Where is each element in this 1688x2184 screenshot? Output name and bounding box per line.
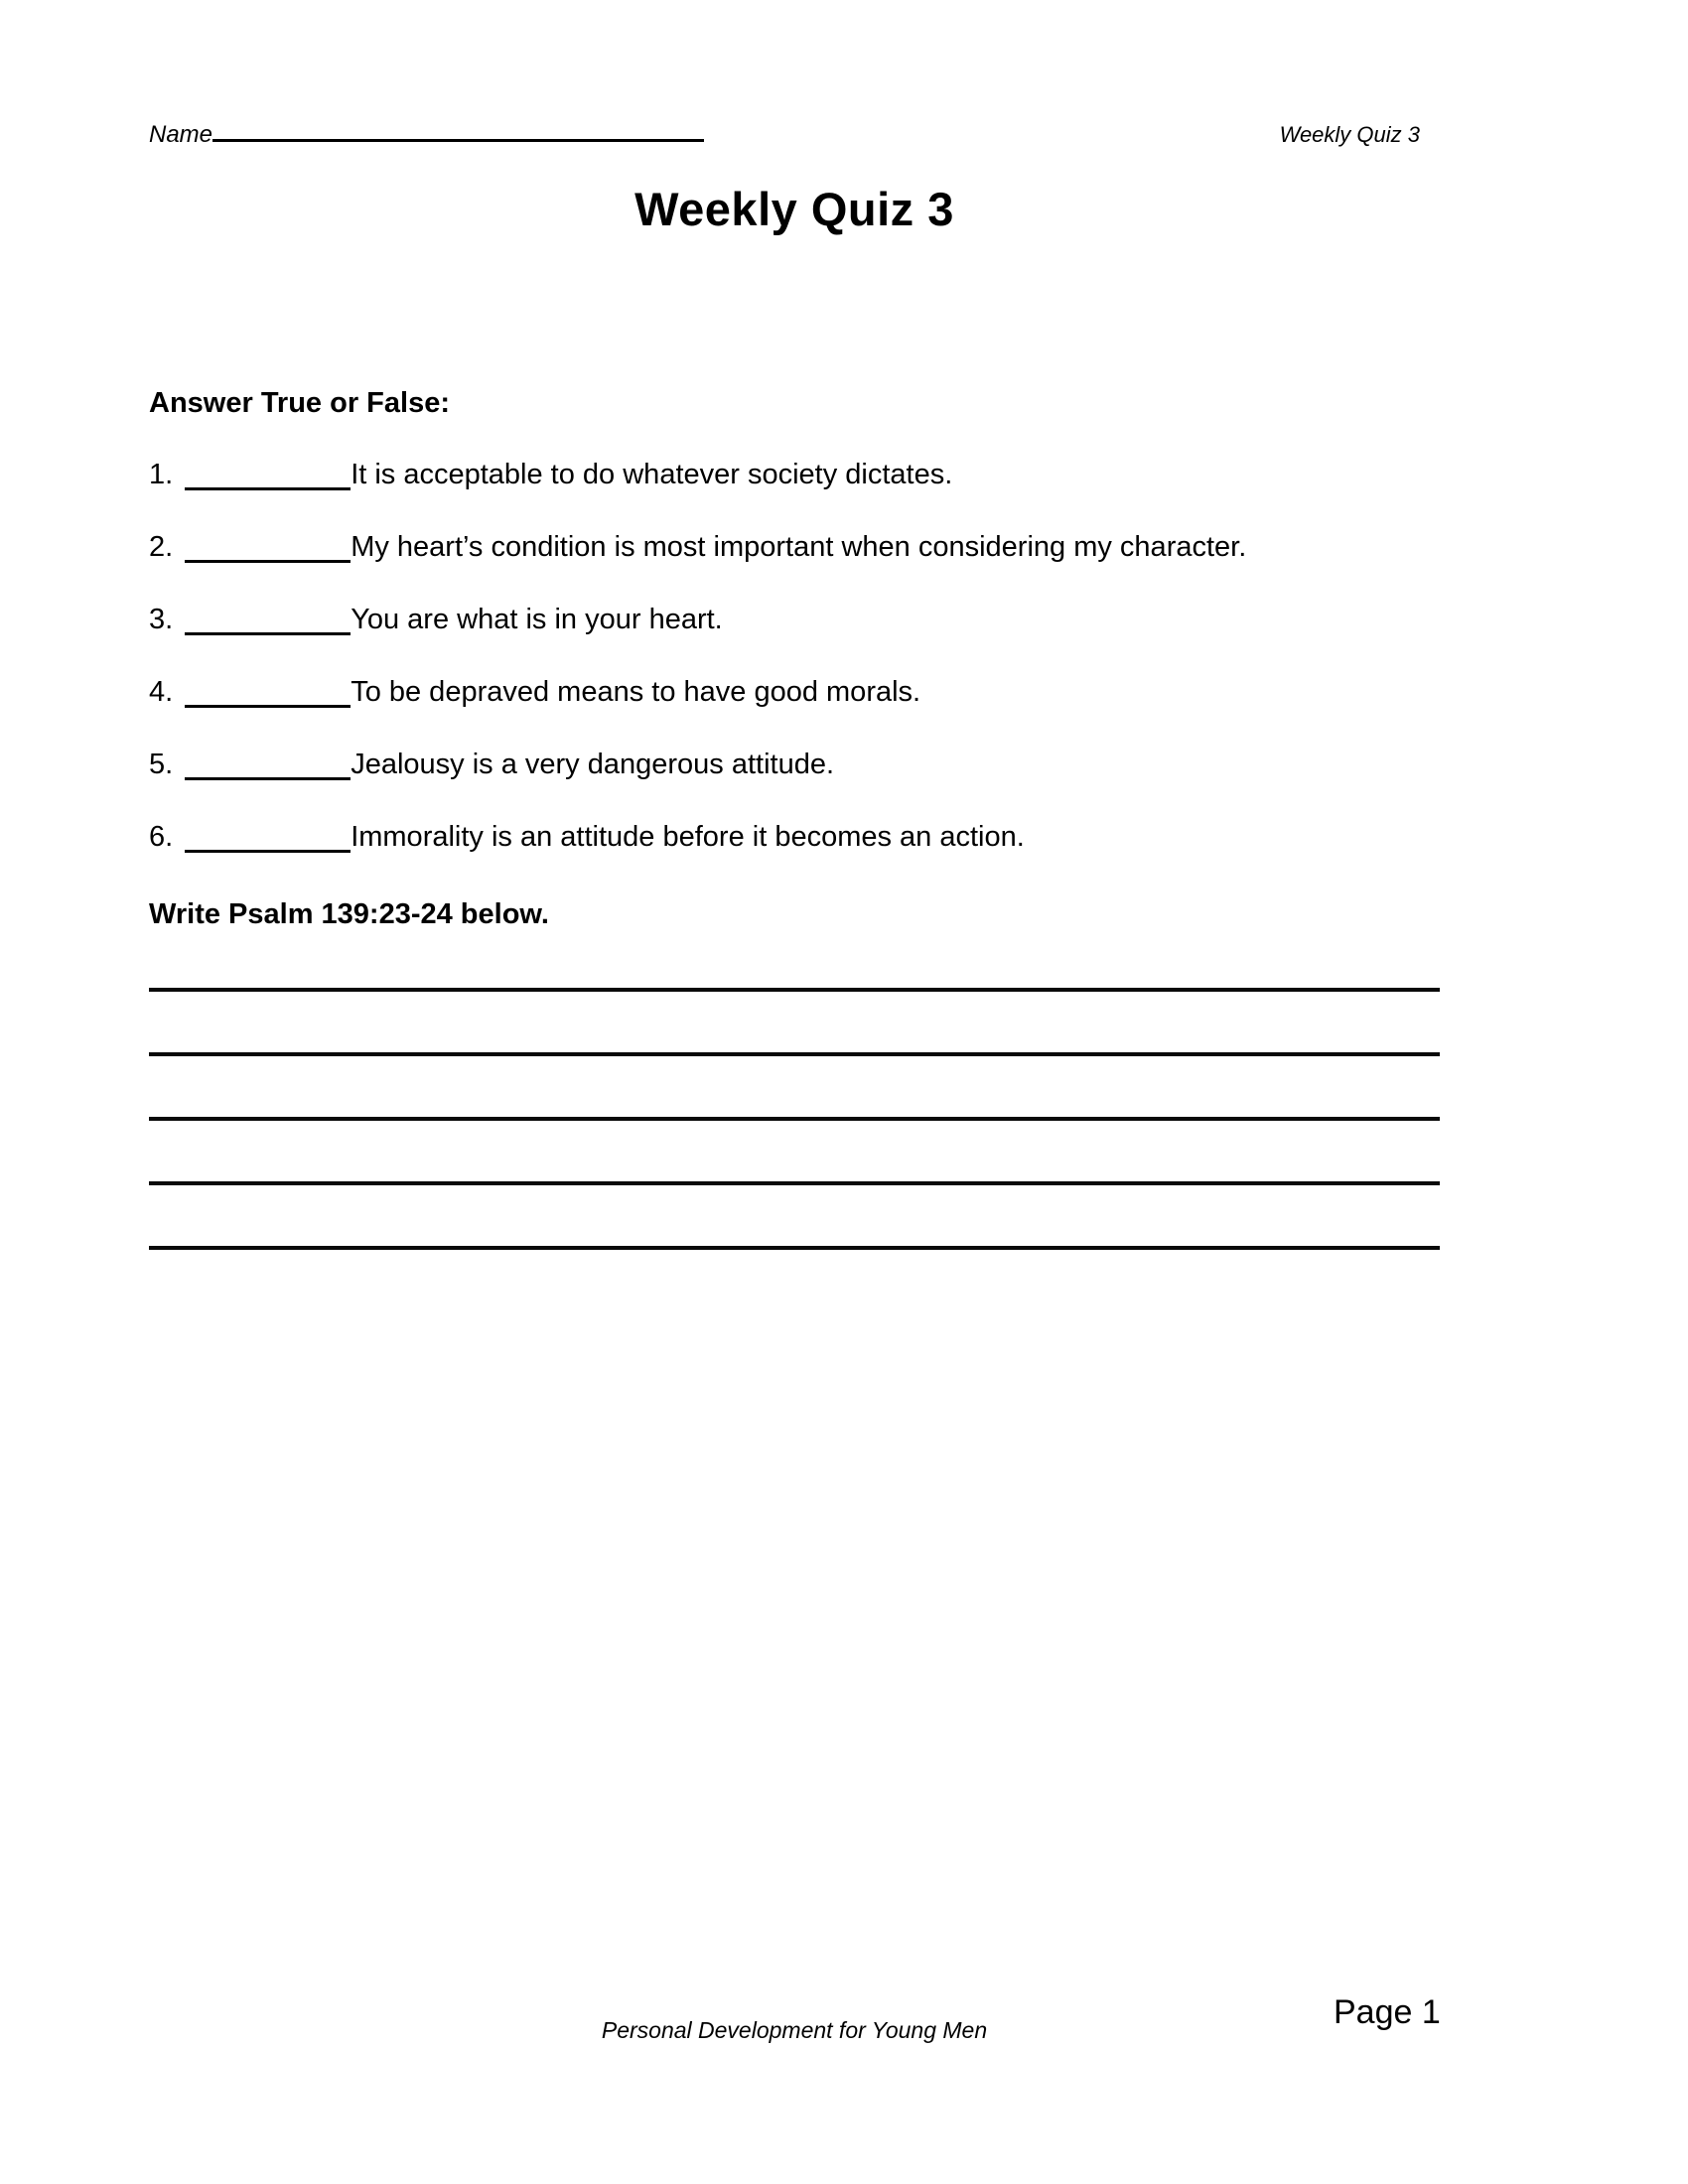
question-text: To be depraved means to have good morals.: [351, 676, 921, 708]
write-psalm-prompt: Write Psalm 139:23-24 below.: [149, 898, 549, 930]
question-text: You are what is in your heart.: [351, 604, 723, 635]
question-row-1: [149, 457, 1519, 529]
answer-fill-in-blank[interactable]: [185, 533, 351, 563]
question-row-4: [149, 674, 1519, 747]
question-number: 3.: [149, 604, 174, 635]
question-number: 2.: [149, 531, 174, 563]
writing-line[interactable]: [149, 988, 1440, 992]
answer-fill-in-blank[interactable]: [185, 751, 351, 780]
name-fill-in-blank[interactable]: [212, 117, 704, 142]
name-label: Name: [149, 121, 213, 149]
question-number: 4.: [149, 676, 174, 708]
writing-line[interactable]: [149, 1117, 1440, 1121]
question-text: Jealousy is a very dangerous attitude.: [351, 749, 835, 780]
question-number: 5.: [149, 749, 174, 780]
answer-fill-in-blank[interactable]: [185, 461, 351, 490]
answer-fill-in-blank[interactable]: [185, 606, 351, 635]
question-text: My heart’s condition is most important when considering my character.: [351, 531, 1247, 563]
writing-line[interactable]: [149, 1181, 1440, 1185]
writing-line[interactable]: [149, 1246, 1440, 1250]
writing-line[interactable]: [149, 1052, 1440, 1056]
section-instructions: Answer True or False:: [149, 387, 450, 419]
page-title: Weekly Quiz 3: [634, 183, 954, 235]
question-text: It is acceptable to do whatever society dictates.: [351, 459, 953, 490]
question-text: Immorality is an attitude before it becomes an action.: [351, 821, 1025, 853]
footer-course-title: Personal Development for Young Men: [601, 2017, 988, 2043]
question-row-6: [149, 819, 1519, 891]
question-row-3: [149, 602, 1519, 674]
page-header: [149, 117, 1440, 149]
answer-fill-in-blank[interactable]: [185, 823, 351, 853]
question-row-2: [149, 529, 1519, 602]
footer-page-number: Page 1: [1334, 1993, 1441, 2031]
running-header: Weekly Quiz 3: [1279, 122, 1420, 148]
name-field-group: [149, 117, 704, 149]
writing-lines-area: [149, 988, 1440, 1310]
question-number: 1.: [149, 459, 174, 490]
question-row-5: [149, 747, 1519, 819]
question-list: [149, 457, 1519, 891]
question-number: 6.: [149, 821, 174, 853]
answer-fill-in-blank[interactable]: [185, 678, 351, 708]
